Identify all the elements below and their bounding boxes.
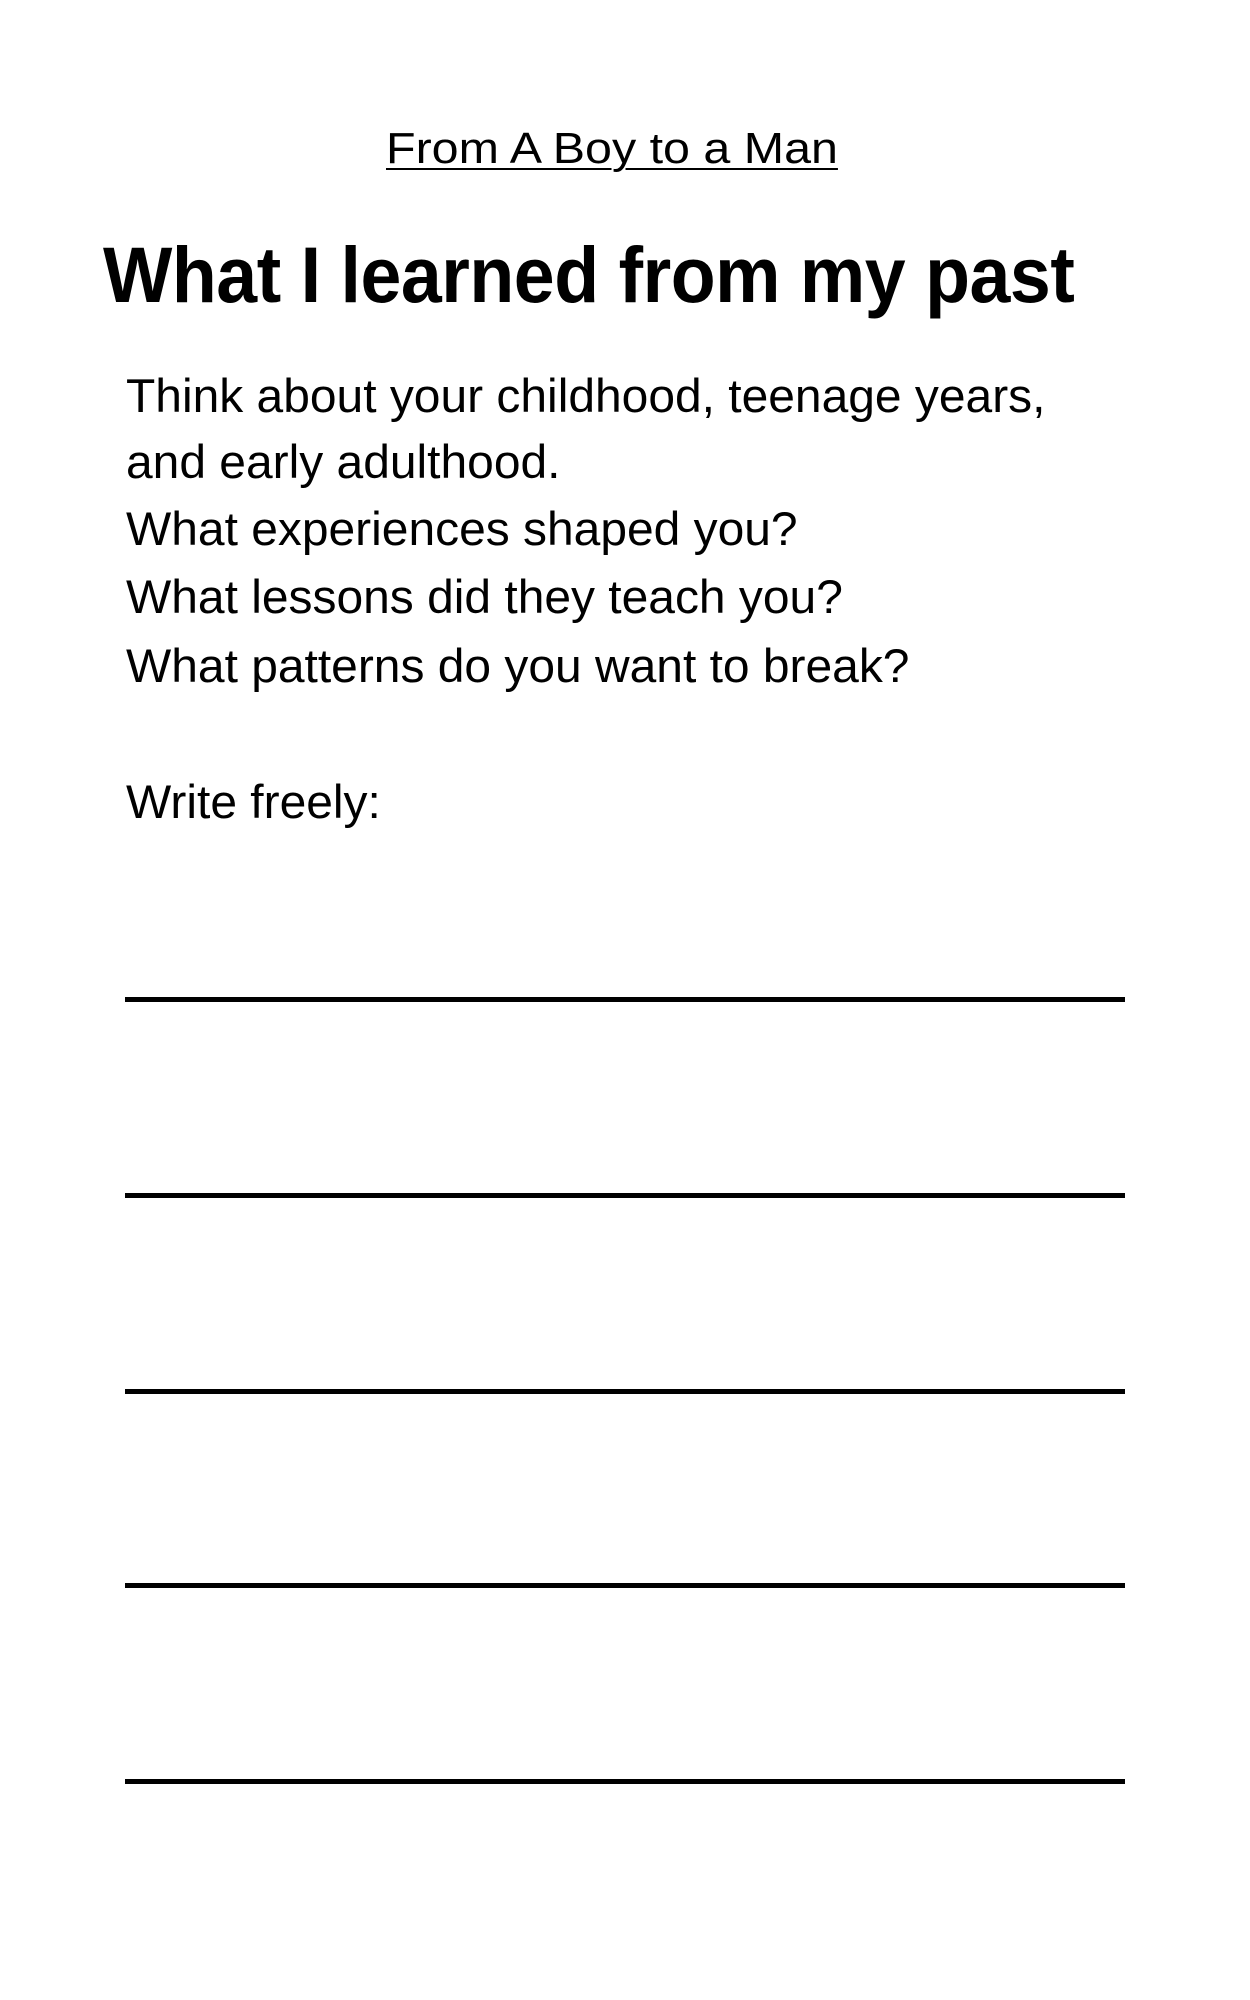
prompt-line: Think about your childhood, teenage years,: [126, 369, 1046, 422]
prompt-line: What patterns do you want to break?: [126, 639, 910, 692]
worksheet-subtitle: From A Boy to a Man: [386, 124, 838, 173]
writing-line-4[interactable]: [125, 1583, 1125, 1588]
writing-line-3[interactable]: [125, 1389, 1125, 1394]
prompt-line: What lessons did they teach you?: [126, 570, 843, 623]
writing-line-5[interactable]: [125, 1779, 1125, 1784]
writing-line-1[interactable]: [125, 997, 1125, 1002]
write-freely-instruction: Write freely:: [126, 775, 381, 828]
page-title: What I learned from my past: [103, 230, 1075, 319]
writing-line-2[interactable]: [125, 1193, 1125, 1198]
prompt-line: What experiences shaped you?: [126, 502, 798, 555]
prompt-line: and early adulthood.: [126, 435, 561, 488]
